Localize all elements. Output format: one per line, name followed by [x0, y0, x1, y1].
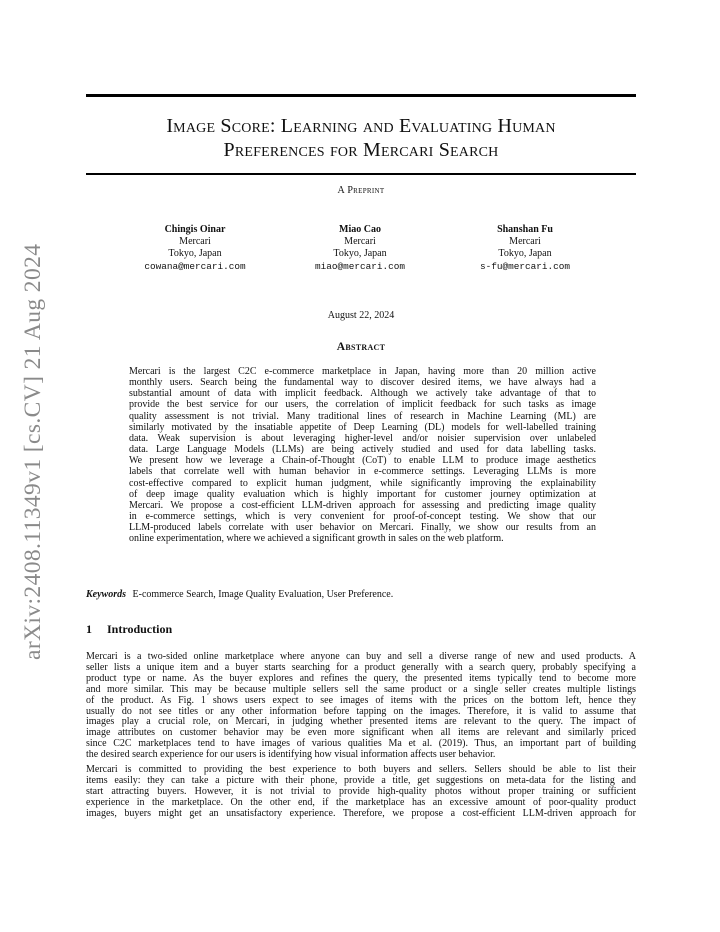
arxiv-identifier: arXiv:2408.11349v1 [cs.CV] 21 Aug 2024 [20, 243, 46, 660]
paper-title [86, 114, 636, 162]
title-rule-top [86, 94, 636, 97]
intro-line: and more similar. This may be because multiple sellers sell the same product or a single seller creates multiple listings [86, 683, 636, 695]
abstract-line: LLM-produced labels correlate with user behavior on Mercari. Finally, we show our results from an [129, 522, 596, 534]
abstract-line: of deep image quality evaluation which is highly important for customer journey optimization at [129, 488, 596, 500]
paper-title-line-1: Image Score: Learning and Evaluating Human [166, 115, 556, 137]
arxiv-sidebar-stamp [18, 240, 48, 660]
abstract-line: provide the best service for our users, the correlation of implicit feedback for such tasks as image [129, 399, 596, 411]
abstract-line: cost-effective compared to explicit human judgment, while significantly improving the explainability [129, 477, 596, 489]
abstract-line: monthly users. Search being the fundamental way to discover desired items, we have always had a [129, 377, 596, 389]
abstract-line: data. Weak supervision is about leveraging higher-level and/or noisier supervision over unlabeled [129, 432, 596, 444]
author-email: s-fu@mercari.com [479, 260, 570, 272]
intro-line: image attributes on customer behavior may be even more significant when all items are relevant and similarly priced [86, 727, 636, 739]
author-name: Miao Cao [339, 224, 381, 235]
author-1 [120, 224, 270, 273]
author-affiliation: Mercari [509, 236, 541, 248]
author-email: miao@mercari.com [314, 260, 405, 272]
abstract-line: We present how we leverage a Chain-of-Thought (CoT) to enable LLM to produce image aesthetics [129, 455, 596, 467]
author-name: Chingis Oinar [164, 224, 226, 235]
publication-date: August 22, 2024 [327, 310, 395, 321]
intro-line: the desired search experience for our users is identifying how visual information affects user behavior. [86, 749, 496, 761]
introduction-body [86, 652, 636, 820]
intro-line: seller lists a unique item and a buyer starts searching for a product generally with a search query, probably specifying a [86, 661, 636, 673]
intro-line: experience in the marketplace. On the other end, if the marketplace has an excessive amount of poor-quality product [86, 796, 636, 808]
preprint-label: A Preprint [337, 185, 385, 196]
author-email: cowana@mercari.com [144, 260, 246, 272]
paper-title-line-2: Preferences for Mercari Search [223, 139, 499, 161]
abstract-heading: Abstract [336, 341, 386, 353]
keywords-line [86, 589, 636, 600]
author-block [120, 224, 600, 273]
keywords-text: E-commerce Search, Image Quality Evaluation, User Preference. [132, 589, 394, 600]
abstract-line: similarly motivated by the insatiable appetite of Deep Learning (DL) models for well-labelled training [129, 421, 596, 433]
abstract-line: online experimentation, where we achieved a significant growth in sales on the web platform. [129, 533, 504, 545]
author-2 [285, 224, 435, 273]
section-number: 1 [86, 622, 92, 636]
intro-line: Mercari is committed to providing the best experience to both buyers and sellers. Sellers should be able to list their [86, 764, 636, 776]
intro-line: of the product. As Fig. 1 shows users expect to see images of items with the prices on the bottom left, hence they [86, 694, 636, 706]
title-rule-bottom [86, 173, 636, 175]
intro-line: images play a crucial role, on Mercari, in judging whether presented items are relevant to the query. The impact of [86, 716, 636, 728]
abstract-line: quality assessment is not trivial. Many traditional lines of research in Machine Learning (ML) are [129, 410, 596, 422]
abstract-line: substantial amount of data with implicit feedback. Although we actively take advantage of that to [129, 388, 596, 400]
author-affiliation: Mercari [179, 236, 211, 248]
abstract-line: data. Large Language Models (LLMs) are being actively studied and used for data labelling tasks. [129, 444, 596, 456]
author-3 [450, 224, 600, 273]
author-affiliation: Mercari [344, 236, 376, 248]
abstract-line: Mercari. We propose a cost-efficient LLM-driven approach for assessing and predicting image quality [129, 499, 596, 511]
intro-line: start attracting buyers. However, it is not trivial to provide high-quality photos without proper training or sufficient [86, 785, 636, 797]
author-location: Tokyo, Japan [168, 248, 222, 260]
section-title: Introduction [107, 622, 173, 636]
abstract-body [129, 366, 596, 545]
author-location: Tokyo, Japan [498, 248, 552, 260]
intro-line: items easily: they can take a picture with their phone, provide a title, get suggestions on meta-data for the listing and [86, 774, 636, 786]
abstract-line: labels that correlate well with human behavior in e-commerce settings. Leveraging LLMs is more [129, 466, 596, 478]
abstract-line: in e-commerce settings, which is very convenient for proof-of-concept testing. We show that our [129, 511, 596, 523]
keywords-label: Keywords [86, 589, 126, 600]
intro-line: usually do not see titles or any other information before tapping on the images. Therefore, it is valid to assume that [86, 705, 636, 717]
intro-line: since C2C marketplaces tend to have images of various qualities Ma et al. (2019). Thus, an important part of building [86, 738, 636, 750]
author-location: Tokyo, Japan [333, 248, 387, 260]
intro-line: Mercari is a two-sided online marketplace where anyone can buy and sell a diverse range of new and used products. A [86, 651, 636, 662]
abstract-line: Mercari is the largest C2C e-commerce marketplace in Japan, having more than 20 million active [129, 366, 596, 377]
intro-line: images, buyers might get an unsatisfactory experience. Therefore, we propose a cost-efficient LLM-driven approach for [86, 807, 636, 819]
author-name: Shanshan Fu [497, 224, 553, 235]
intro-line: product type or name. As the buyer explores and refines the query, the presented items typically tend to become more [86, 672, 636, 684]
section-heading-introduction [86, 622, 172, 637]
